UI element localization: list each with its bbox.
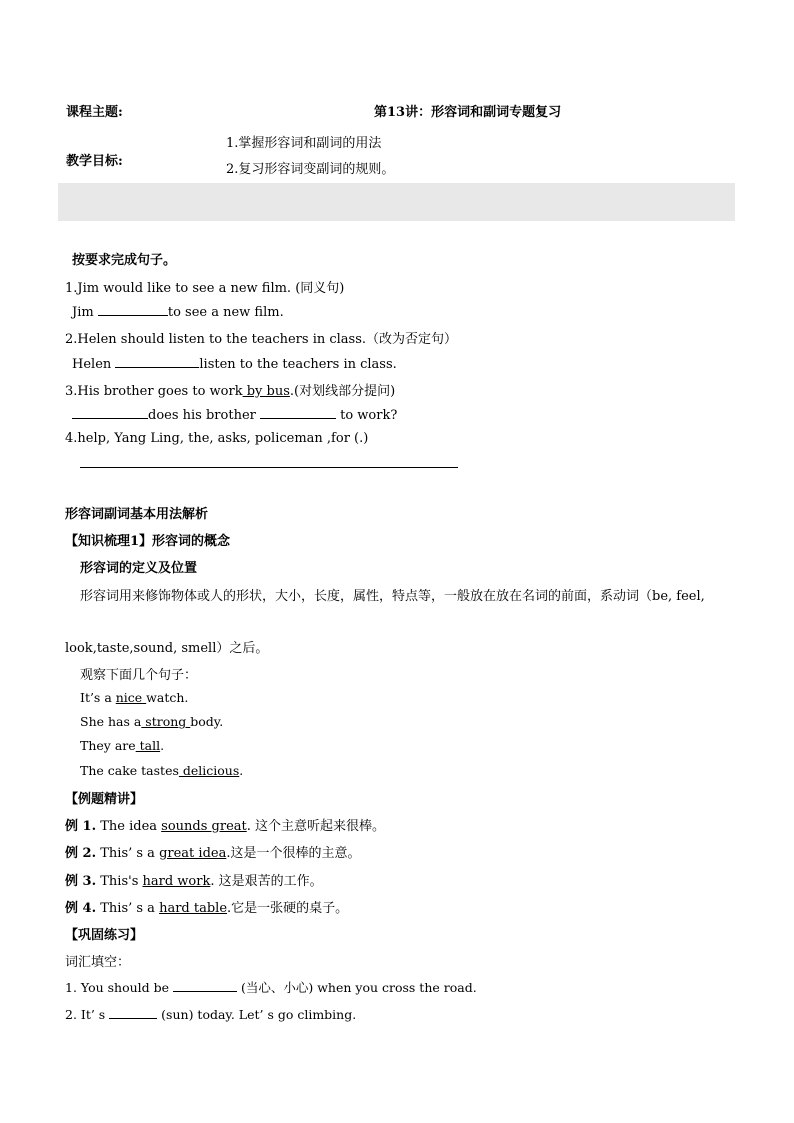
q1-answer-prefix: Jim	[72, 305, 98, 320]
ex1-suffix: watch.	[146, 690, 189, 705]
example-sentence-1	[80, 690, 188, 705]
e1-number: 例 1.	[65, 819, 97, 834]
q3-suffix: .(对划线部分提问)	[289, 384, 396, 399]
e3-prefix: This's	[96, 874, 143, 889]
ex4-suffix: .	[239, 763, 244, 778]
q3-prefix: 3.His brother goes to work	[65, 384, 243, 399]
q3-blank-1[interactable]	[72, 406, 148, 419]
q3-answer-middle: does his brother	[148, 408, 260, 423]
worked-example-2	[65, 842, 360, 861]
warmup-q2: 2.Helen should listen to the teachers in class.（改为否定句）	[65, 332, 458, 347]
ex3-prefix: They are	[80, 738, 136, 753]
grey-band-divider	[58, 183, 735, 221]
ex1-prefix: It’s a	[80, 690, 116, 705]
e4-underlined: hard table	[159, 901, 228, 916]
q1-blank[interactable]	[98, 303, 168, 316]
ex3-underlined: tall	[135, 738, 161, 753]
ex2-suffix: body.	[190, 714, 224, 729]
ex4-underlined: delicious	[178, 763, 240, 778]
e4-number: 例 4.	[65, 901, 97, 916]
q3-underlined: by bus	[242, 384, 290, 399]
q2-blank[interactable]	[115, 355, 199, 368]
ex4-prefix: The cake tastes	[80, 763, 179, 778]
p2-suffix: (sun) today. Let’ s go climbing.	[157, 1007, 357, 1022]
definition-subtitle: 形容词的定义及位置	[80, 561, 198, 576]
e3-number: 例 3.	[65, 874, 97, 889]
practice-title: 【巩固练习】	[65, 928, 144, 943]
example-sentence-2	[80, 714, 223, 729]
e2-number: 例 2.	[65, 846, 97, 861]
warmup-q3	[65, 380, 395, 399]
warmup-q3-answer	[72, 406, 397, 423]
p2-prefix: 2. It’ s	[65, 1007, 110, 1022]
q1-answer-suffix: to see a new film.	[167, 305, 284, 320]
q3-answer-suffix: to work?	[335, 408, 398, 423]
practice-q2	[65, 1006, 356, 1022]
observe-label: 观察下面几个句子：	[80, 668, 198, 683]
ex1-underlined: nice	[115, 690, 147, 705]
warmup-title: 按要求完成句子。	[72, 253, 177, 268]
warmup-q1-answer	[72, 303, 284, 320]
q4-answer-line[interactable]	[80, 467, 458, 468]
goal-item-1: 1.掌握形容词和副词的用法	[226, 136, 382, 151]
topic-label: 课程主题:	[66, 105, 123, 120]
knowledge-point-1: 【知识梳理1】形容词的概念	[65, 534, 231, 549]
example-sentence-4	[80, 763, 243, 778]
warmup-q4: 4.help, Yang Ling, the, asks, policeman ,for (.)	[65, 431, 369, 446]
ex2-underlined: strong	[141, 714, 191, 729]
analysis-title: 形容词副词基本用法解析	[65, 507, 209, 522]
e1-prefix: The idea	[96, 819, 162, 834]
definition-paragraph-2: look,taste,sound, smell）之后。	[65, 641, 269, 656]
q2-answer-prefix: Helen	[72, 357, 116, 372]
warmup-q2-answer	[72, 355, 397, 372]
e1-suffix: . 这个主意听起来很棒。	[246, 819, 386, 834]
q3-blank-2[interactable]	[260, 406, 336, 419]
worked-example-4	[65, 897, 348, 916]
p1-blank[interactable]	[173, 979, 237, 992]
definition-paragraph-1: 形容词用来修饰物体或人的形状，大小，长度，属性，特点等，一般放在放在名词的前面，系动词（be, feel,	[80, 589, 705, 604]
e2-prefix: This’ s a	[96, 846, 160, 861]
e1-underlined: sounds great	[161, 819, 247, 834]
e4-suffix: .它是一张硬的桌子。	[227, 901, 349, 916]
p2-blank[interactable]	[109, 1006, 157, 1019]
e2-suffix: .这是一个很棒的主意。	[226, 846, 361, 861]
p1-prefix: 1. You should be	[65, 980, 174, 995]
ex3-suffix: .	[160, 738, 165, 753]
ex2-prefix: She has a	[80, 714, 142, 729]
q2-answer-suffix: listen to the teachers in class.	[199, 357, 397, 372]
e4-prefix: This’ s a	[96, 901, 160, 916]
goal-item-2: 2.复习形容词变副词的规则。	[226, 162, 395, 177]
practice-subtitle: 词汇填空：	[65, 955, 131, 970]
p1-suffix: (当心、小心) when you cross the road.	[237, 980, 477, 995]
practice-q1	[65, 978, 477, 996]
examples-title: 【例题精讲】	[65, 792, 144, 807]
e3-underlined: hard work	[142, 874, 211, 889]
topic-value: 第13讲：形容词和副词专题复习	[374, 105, 562, 120]
e2-underlined: great idea	[159, 846, 227, 861]
e3-suffix: . 这是艰苦的工作。	[210, 874, 323, 889]
goal-label: 教学目标:	[66, 154, 123, 169]
worked-example-1	[65, 815, 385, 834]
example-sentence-3	[80, 738, 164, 753]
warmup-q1: 1.Jim would like to see a new film. (同义句)	[65, 281, 345, 296]
worked-example-3	[65, 870, 323, 889]
